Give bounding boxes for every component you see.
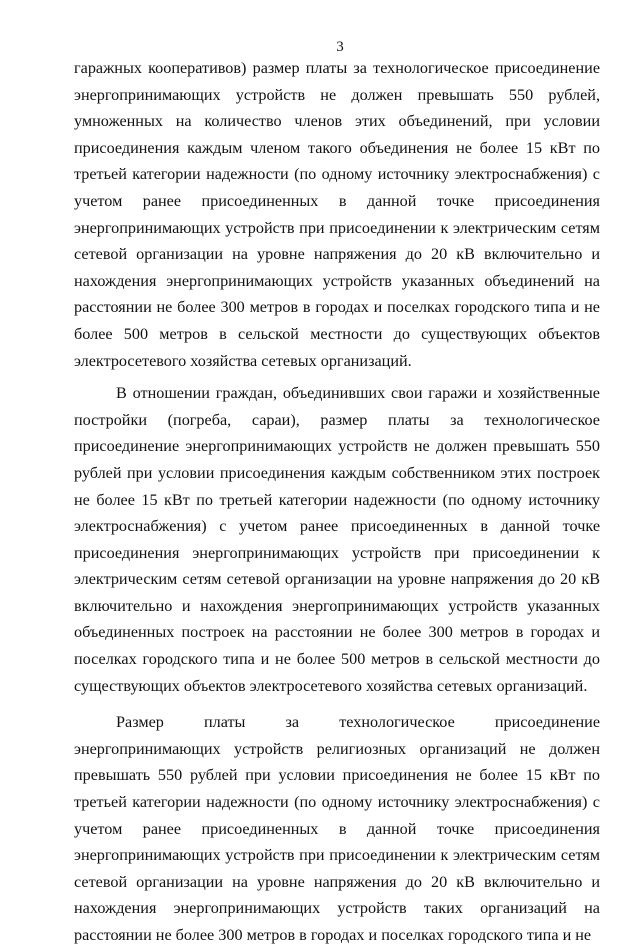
document-body [74, 55, 600, 949]
paragraph-religious-organizations: Размер платы за технологическое присоединение энергопринимающих устройств религиозных организаций не должен превышать 550 рублей при условии присоединения не более 15 кВт по третьей категории надежности (по одному источнику электроснабжения) с учетом ранее присоединенных в данной точке присоединения энергопринимающих устройств при присоединении к электрическим сетям сетевой организации на уровне напряжения до 20 кВ включительно и нахождения энергопринимающих устройств таких организаций на расстоянии не более 300 метров в городах и поселках городского типа и не [74, 713, 600, 944]
paragraph-continuation: гаражных кооперативов) размер платы за технологическое присоединение энергопринимающих устройств не должен превышать 550 рублей, умноженных на количество членов этих объединений, при условии присоединения каждым членом такого объединения не более 15 кВт по третьей категории надежности (по одному источнику электроснабжения) с учетом ранее присоединенных в данной точке присоединения энергопринимающих устройств при присоединении к электрическим сетям сетевой организации на уровне напряжения до 20 кВ включительно и нахождения энергопринимающих устройств указанных объединений на расстоянии не более 300 метров в городах и поселках городского типа и не более 500 метров в сельской местности до существующих объектов электросетевого хозяйства сетевых организаций. [74, 59, 600, 370]
paragraph-garages: В отношении граждан, объединивших свои гаражи и хозяйственные постройки (погреба, сараи), размер платы за технологическое присоединение энергопринимающих устройств не должен превышать 550 рублей при условии присоединения каждым собственником этих построек не более 15 кВт по третьей категории надежности (по одному источнику электроснабжения) с учетом ранее присоединенных в данной точке присоединения энергопринимающих устройств при присоединении к электрическим сетям сетевой организации на уровне напряжения до 20 кВ включительно и нахождения энергопринимающих устройств указанных объединенных построек на расстоянии не более 300 метров в городах и поселках городского типа и не более 500 метров в сельской местности до существующих объектов электросетевого хозяйства сетевых организаций. [74, 384, 600, 695]
page-number: 3 [336, 39, 344, 55]
